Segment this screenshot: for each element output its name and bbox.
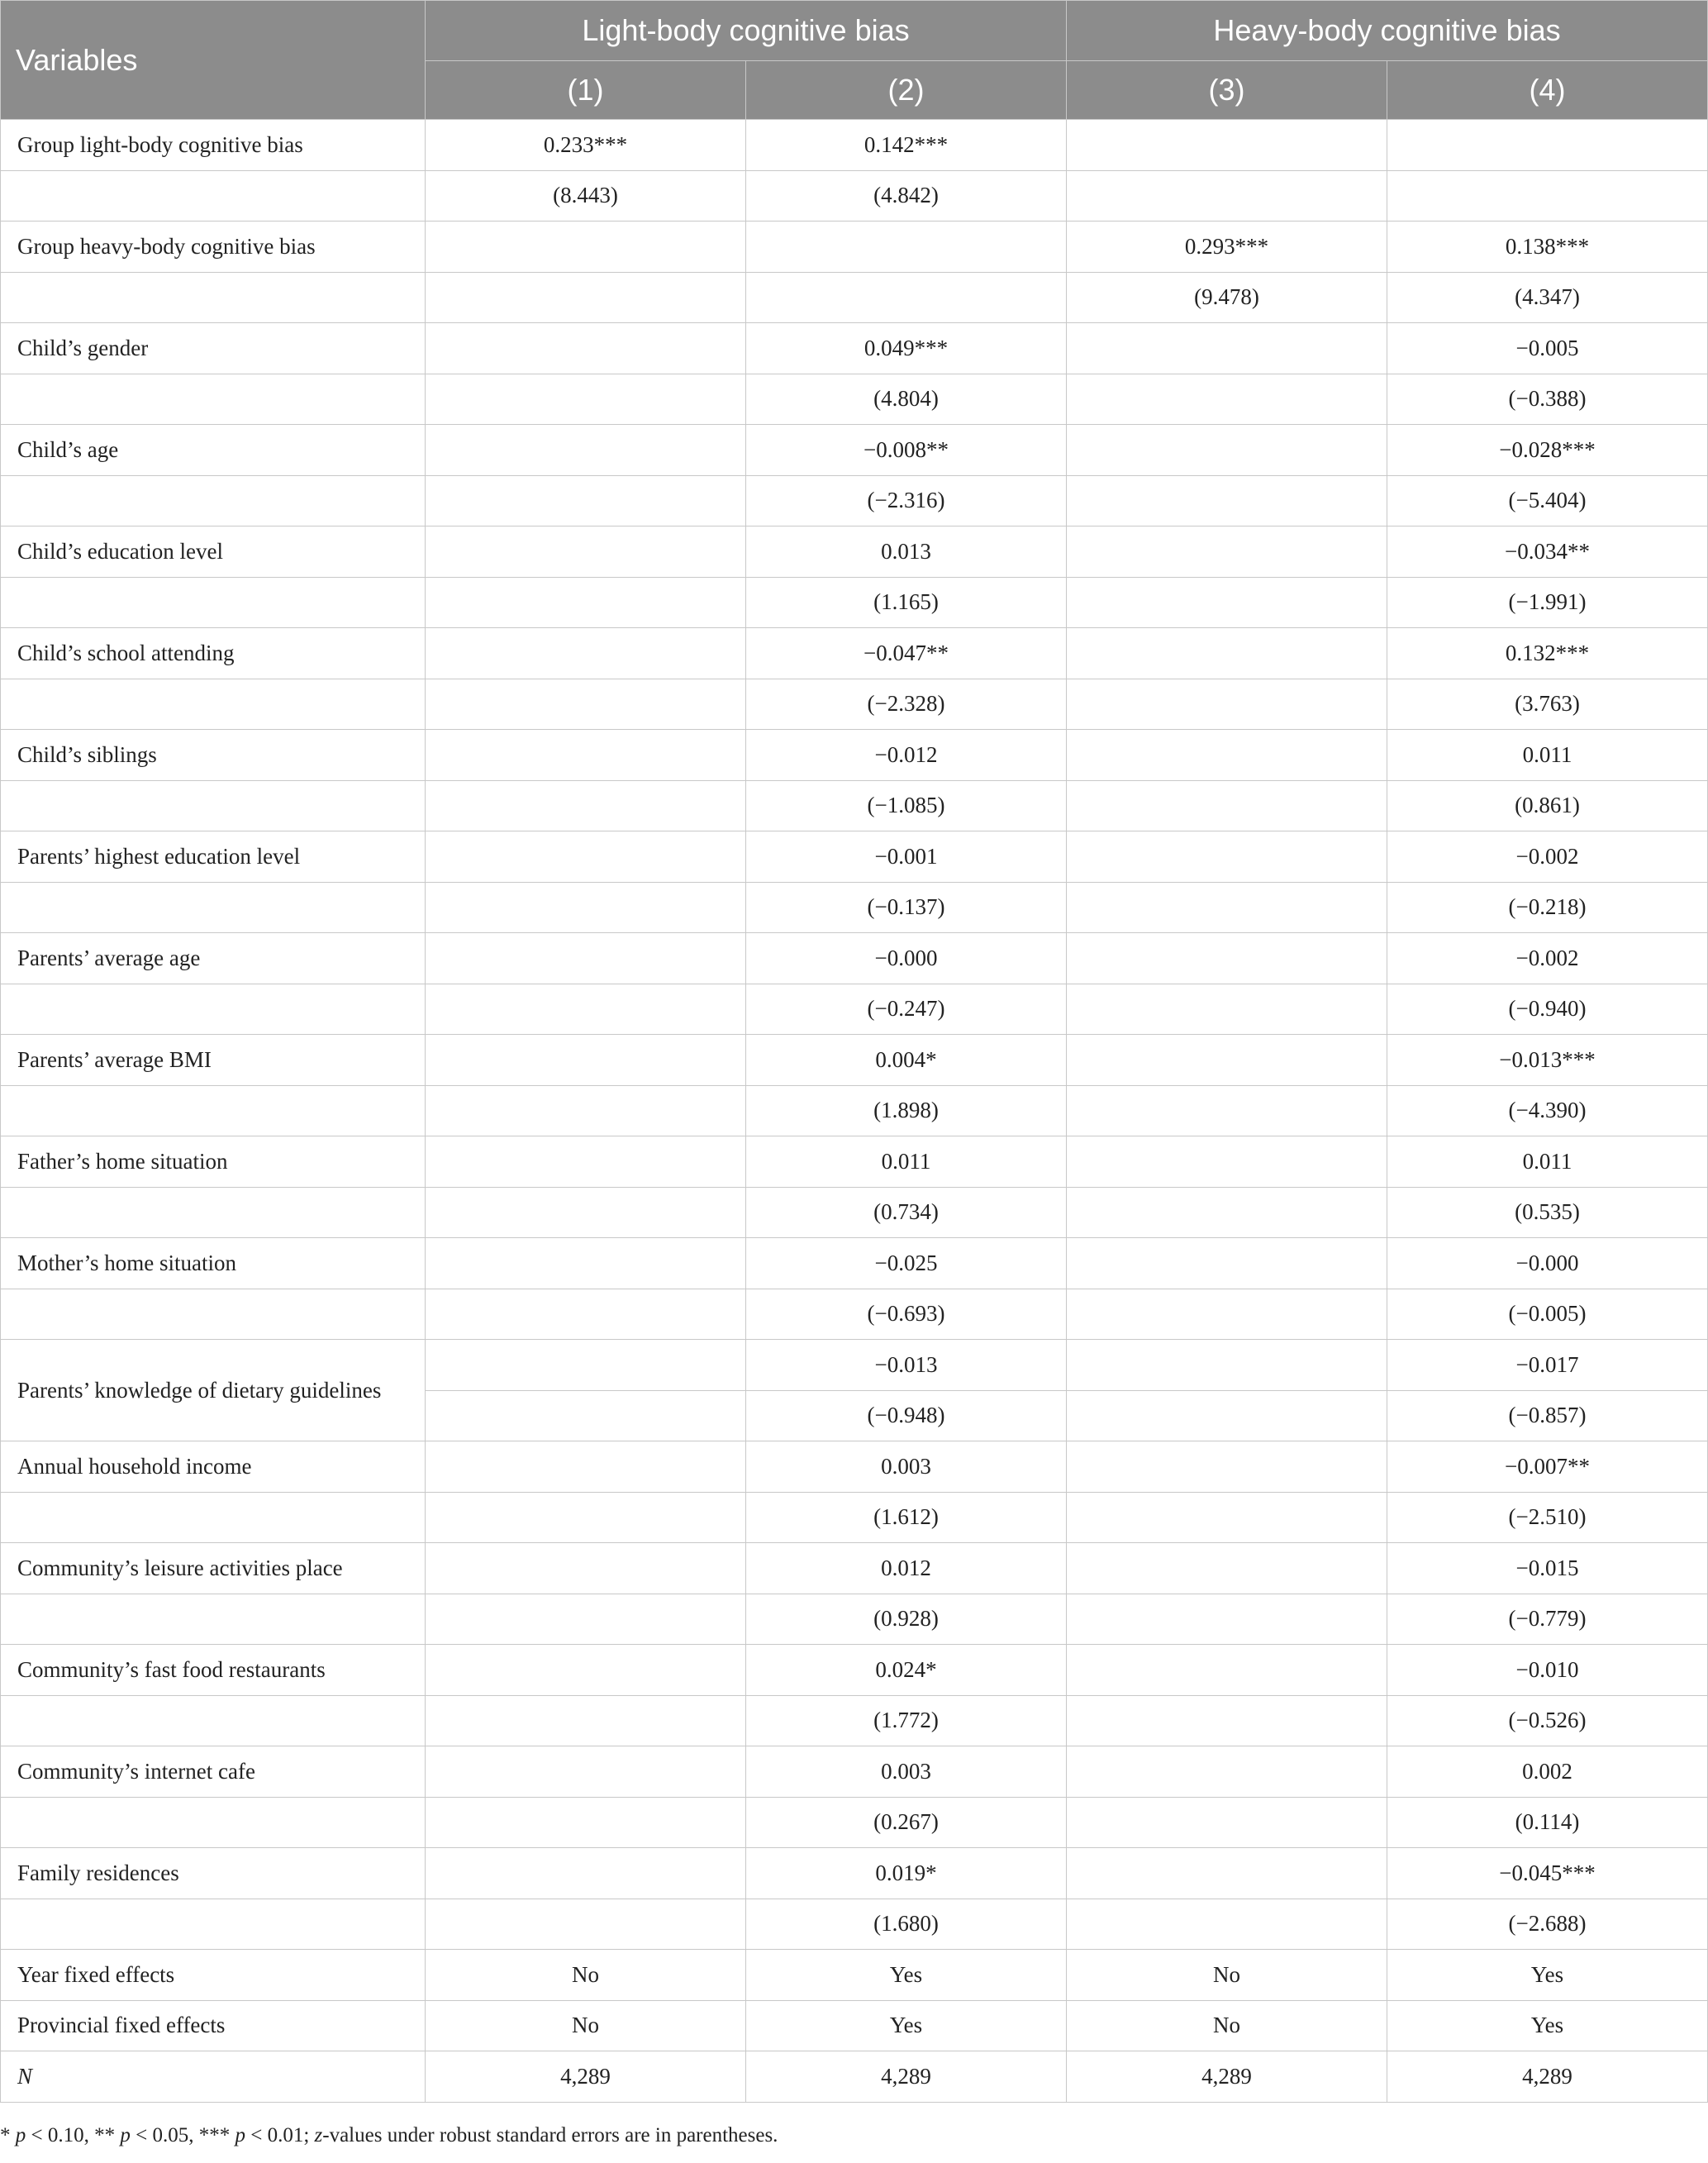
cell-column-3 [1067,1187,1387,1238]
cell-column-2: (0.267) [746,1797,1067,1848]
cell-column-4: (−0.940) [1387,984,1708,1035]
footnote-p-variable: p [120,2124,131,2146]
table-row [1,1136,1708,1188]
row-label: Child’s education level [1,526,426,578]
column-header-3: (3) [1067,61,1387,120]
footnote-threshold-005: < 0.05, *** [130,2124,236,2146]
row-label-empty [1,272,426,323]
cell-column-2: −0.001 [746,831,1067,883]
column-header-2: (2) [746,61,1067,120]
table-row [1,1645,1708,1696]
cell-column-4: −0.017 [1387,1340,1708,1391]
cell-column-2: 0.019* [746,1848,1067,1899]
cell-column-1 [426,475,746,526]
table-row [1,170,1708,222]
cell-column-4: Yes [1387,2000,1708,2051]
row-label: Year fixed effects [1,1950,426,2001]
cell-column-3: (9.478) [1067,272,1387,323]
table-body [1,120,1708,2103]
cell-column-1 [426,1695,746,1746]
cell-column-3 [1067,1543,1387,1594]
row-label: Community’s internet cafe [1,1746,426,1798]
row-label: Parents’ average age [1,933,426,984]
cell-column-4: −0.005 [1387,323,1708,374]
row-label: Provincial fixed effects [1,2000,426,2051]
cell-column-2 [746,272,1067,323]
cell-column-1 [426,1594,746,1645]
cell-column-1 [426,1492,746,1543]
cell-column-3 [1067,1645,1387,1696]
table-row [1,272,1708,323]
cell-column-3 [1067,425,1387,476]
table-row [1,425,1708,476]
table-row [1,222,1708,273]
table-row [1,1746,1708,1798]
table-row [1,1543,1708,1594]
table-footnote [0,2124,1708,2147]
cell-column-1 [426,374,746,425]
cell-column-3 [1067,628,1387,679]
row-label-empty [1,475,426,526]
cell-column-3 [1067,1289,1387,1340]
cell-column-3 [1067,1136,1387,1188]
cell-column-4 [1387,120,1708,171]
cell-column-4: −0.010 [1387,1645,1708,1696]
cell-column-1 [426,780,746,831]
cell-column-4: (4.347) [1387,272,1708,323]
cell-column-2: (−0.693) [746,1289,1067,1340]
row-label-empty [1,1899,426,1950]
table-row [1,475,1708,526]
table-row [1,1085,1708,1136]
cell-column-2: (4.842) [746,170,1067,222]
cell-column-4: (−0.779) [1387,1594,1708,1645]
cell-column-3 [1067,1746,1387,1798]
cell-column-1 [426,1645,746,1696]
cell-column-2: 0.003 [746,1441,1067,1493]
cell-column-2: 0.011 [746,1136,1067,1188]
cell-column-1 [426,1136,746,1188]
cell-column-2: 0.049*** [746,323,1067,374]
cell-column-3 [1067,1340,1387,1391]
cell-column-4: 0.138*** [1387,222,1708,273]
table-row [1,1492,1708,1543]
cell-column-3 [1067,933,1387,984]
cell-column-3 [1067,831,1387,883]
row-label: Mother’s home situation [1,1238,426,1289]
cell-column-4: (−0.857) [1387,1390,1708,1441]
cell-column-1 [426,323,746,374]
row-label: Community’s leisure activities place [1,1543,426,1594]
cell-column-3 [1067,1238,1387,1289]
row-label: Parents’ knowledge of dietary guidelines [1,1340,426,1441]
cell-column-2: (−2.316) [746,475,1067,526]
footnote-threshold-010: < 0.10, ** [26,2124,121,2146]
cell-column-4: (−4.390) [1387,1085,1708,1136]
cell-column-3: No [1067,1950,1387,2001]
cell-column-1 [426,1746,746,1798]
cell-column-4: (3.763) [1387,679,1708,730]
table-row [1,2000,1708,2051]
cell-column-4: 0.011 [1387,730,1708,781]
cell-column-2: (1.612) [746,1492,1067,1543]
row-label-empty [1,1492,426,1543]
cell-column-2: (−1.085) [746,780,1067,831]
row-label: Parents’ average BMI [1,1035,426,1086]
light-body-group-header: Light-body cognitive bias [426,1,1067,61]
table-row [1,374,1708,425]
table-row [1,831,1708,883]
table-row [1,1594,1708,1645]
cell-column-4: (−0.526) [1387,1695,1708,1746]
table-header [1,1,1708,120]
cell-column-1 [426,1797,746,1848]
cell-column-2: 0.142*** [746,120,1067,171]
table-row [1,780,1708,831]
cell-column-3 [1067,679,1387,730]
cell-column-2: −0.013 [746,1340,1067,1391]
cell-column-4: (−0.005) [1387,1289,1708,1340]
cell-column-2: 4,289 [746,2051,1067,2103]
cell-column-3 [1067,475,1387,526]
cell-column-4: 4,289 [1387,2051,1708,2103]
cell-column-3 [1067,1594,1387,1645]
cell-column-1 [426,679,746,730]
cell-column-1 [426,1340,746,1391]
table-row [1,1035,1708,1086]
row-label-empty [1,984,426,1035]
table-row [1,526,1708,578]
row-label: Child’s age [1,425,426,476]
table-row [1,1238,1708,1289]
row-label: Family residences [1,1848,426,1899]
footnote-threshold-001: < 0.01; [245,2124,315,2146]
table-row [1,1187,1708,1238]
cell-column-2: (0.928) [746,1594,1067,1645]
cell-column-1 [426,730,746,781]
cell-column-3 [1067,1492,1387,1543]
cell-column-3 [1067,323,1387,374]
cell-column-3 [1067,1899,1387,1950]
cell-column-3 [1067,577,1387,628]
cell-column-1: No [426,2000,746,2051]
row-label-empty [1,1289,426,1340]
row-label-empty [1,577,426,628]
cell-column-2: (1.898) [746,1085,1067,1136]
table-row [1,1695,1708,1746]
row-label-empty [1,1695,426,1746]
cell-column-2: (1.680) [746,1899,1067,1950]
table-row [1,323,1708,374]
cell-column-4: 0.132*** [1387,628,1708,679]
cell-column-4: −0.028*** [1387,425,1708,476]
row-label: Child’s gender [1,323,426,374]
footnote-p-variable: p [15,2124,26,2146]
cell-column-1: No [426,1950,746,2001]
footnote-z-variable: z [314,2124,323,2146]
cell-column-1: 0.233*** [426,120,746,171]
cell-column-2: −0.008** [746,425,1067,476]
cell-column-1 [426,831,746,883]
table-row [1,984,1708,1035]
table-row [1,1950,1708,2001]
cell-column-1 [426,222,746,273]
cell-column-3: No [1067,2000,1387,2051]
row-label: Annual household income [1,1441,426,1493]
cell-column-1 [426,1035,746,1086]
cell-column-3 [1067,984,1387,1035]
row-label-empty [1,1594,426,1645]
cell-column-4: −0.034** [1387,526,1708,578]
row-label-empty [1,780,426,831]
cell-column-2: 0.024* [746,1645,1067,1696]
cell-column-4: (−2.688) [1387,1899,1708,1950]
column-header-4: (4) [1387,61,1708,120]
cell-column-1 [426,933,746,984]
cell-column-3 [1067,1085,1387,1136]
cell-column-2: −0.012 [746,730,1067,781]
row-label-empty [1,1187,426,1238]
cell-column-3: 4,289 [1067,2051,1387,2103]
cell-column-2: (−0.137) [746,882,1067,933]
cell-column-4: (0.535) [1387,1187,1708,1238]
footnote-z-description: -values under robust standard errors are in parentheses. [322,2124,778,2146]
row-label-empty [1,1085,426,1136]
table-row [1,2051,1708,2103]
cell-column-4: −0.000 [1387,1238,1708,1289]
table-row [1,1441,1708,1493]
cell-column-4: (−1.991) [1387,577,1708,628]
cell-column-4: −0.002 [1387,933,1708,984]
cell-column-3 [1067,374,1387,425]
cell-column-2: Yes [746,1950,1067,2001]
cell-column-2 [746,222,1067,273]
cell-column-1 [426,1543,746,1594]
cell-column-4: 0.002 [1387,1746,1708,1798]
table-row [1,679,1708,730]
row-label: Parents’ highest education level [1,831,426,883]
row-label: Child’s school attending [1,628,426,679]
cell-column-3 [1067,526,1387,578]
cell-column-3 [1067,170,1387,222]
cell-column-3 [1067,1797,1387,1848]
cell-column-3 [1067,120,1387,171]
table-row [1,1289,1708,1340]
footnote-p-variable: p [235,2124,245,2146]
cell-column-3 [1067,1441,1387,1493]
row-label: Child’s siblings [1,730,426,781]
cell-column-2: 0.003 [746,1746,1067,1798]
table-row [1,1340,1708,1391]
cell-column-1 [426,1289,746,1340]
cell-column-2: (−2.328) [746,679,1067,730]
cell-column-3 [1067,1035,1387,1086]
cell-column-1 [426,1187,746,1238]
cell-column-4: Yes [1387,1950,1708,2001]
cell-column-4: (0.861) [1387,780,1708,831]
cell-column-2: (4.804) [746,374,1067,425]
cell-column-2: (−0.247) [746,984,1067,1035]
cell-column-4: −0.015 [1387,1543,1708,1594]
row-label: N [1,2051,426,2103]
cell-column-1 [426,628,746,679]
cell-column-2: 0.013 [746,526,1067,578]
cell-column-2: −0.047** [746,628,1067,679]
column-header-1: (1) [426,61,746,120]
cell-column-4: −0.045*** [1387,1848,1708,1899]
row-label-empty [1,1797,426,1848]
cell-column-2: Yes [746,2000,1067,2051]
row-label-empty [1,374,426,425]
cell-column-1 [426,882,746,933]
cell-column-2: 0.004* [746,1035,1067,1086]
cell-column-2: (1.772) [746,1695,1067,1746]
cell-column-1 [426,272,746,323]
row-label-empty [1,679,426,730]
row-label: Father’s home situation [1,1136,426,1188]
cell-column-4: (−0.388) [1387,374,1708,425]
cell-column-3 [1067,730,1387,781]
table-row [1,933,1708,984]
heavy-body-group-header: Heavy-body cognitive bias [1067,1,1708,61]
table-row [1,120,1708,171]
cell-column-4: −0.013*** [1387,1035,1708,1086]
cell-column-1 [426,526,746,578]
cell-column-4: (−2.510) [1387,1492,1708,1543]
cell-column-2: 0.012 [746,1543,1067,1594]
cell-column-1 [426,1390,746,1441]
cell-column-1 [426,1238,746,1289]
cell-column-1 [426,1899,746,1950]
row-label: Group heavy-body cognitive bias [1,222,426,273]
cell-column-4: (−5.404) [1387,475,1708,526]
row-label-empty [1,882,426,933]
cell-column-4: −0.007** [1387,1441,1708,1493]
table-row [1,1899,1708,1950]
cell-column-4: (−0.218) [1387,882,1708,933]
cell-column-1 [426,984,746,1035]
cell-column-2: −0.025 [746,1238,1067,1289]
cell-column-1 [426,1848,746,1899]
footnote-star: * [0,2124,16,2146]
cell-column-3 [1067,780,1387,831]
cell-column-1 [426,1085,746,1136]
cell-column-1: 4,289 [426,2051,746,2103]
cell-column-3 [1067,1848,1387,1899]
cell-column-1 [426,425,746,476]
cell-column-3 [1067,1695,1387,1746]
cell-column-1 [426,577,746,628]
cell-column-4: (0.114) [1387,1797,1708,1848]
row-label: Community’s fast food restaurants [1,1645,426,1696]
table-row [1,577,1708,628]
cell-column-2: (1.165) [746,577,1067,628]
cell-column-2: −0.000 [746,933,1067,984]
cell-column-4: −0.002 [1387,831,1708,883]
cell-column-3: 0.293*** [1067,222,1387,273]
cell-column-3 [1067,882,1387,933]
table-row [1,882,1708,933]
table-row [1,1797,1708,1848]
row-label-empty [1,170,426,222]
table-row [1,628,1708,679]
cell-column-4 [1387,170,1708,222]
table-row [1,730,1708,781]
cell-column-3 [1067,1390,1387,1441]
cell-column-2: (−0.948) [746,1390,1067,1441]
cell-column-2: (0.734) [746,1187,1067,1238]
row-label: Group light-body cognitive bias [1,120,426,171]
table-row [1,1848,1708,1899]
cell-column-1: (8.443) [426,170,746,222]
variables-header: Variables [1,1,426,120]
cell-column-1 [426,1441,746,1493]
cell-column-4: 0.011 [1387,1136,1708,1188]
